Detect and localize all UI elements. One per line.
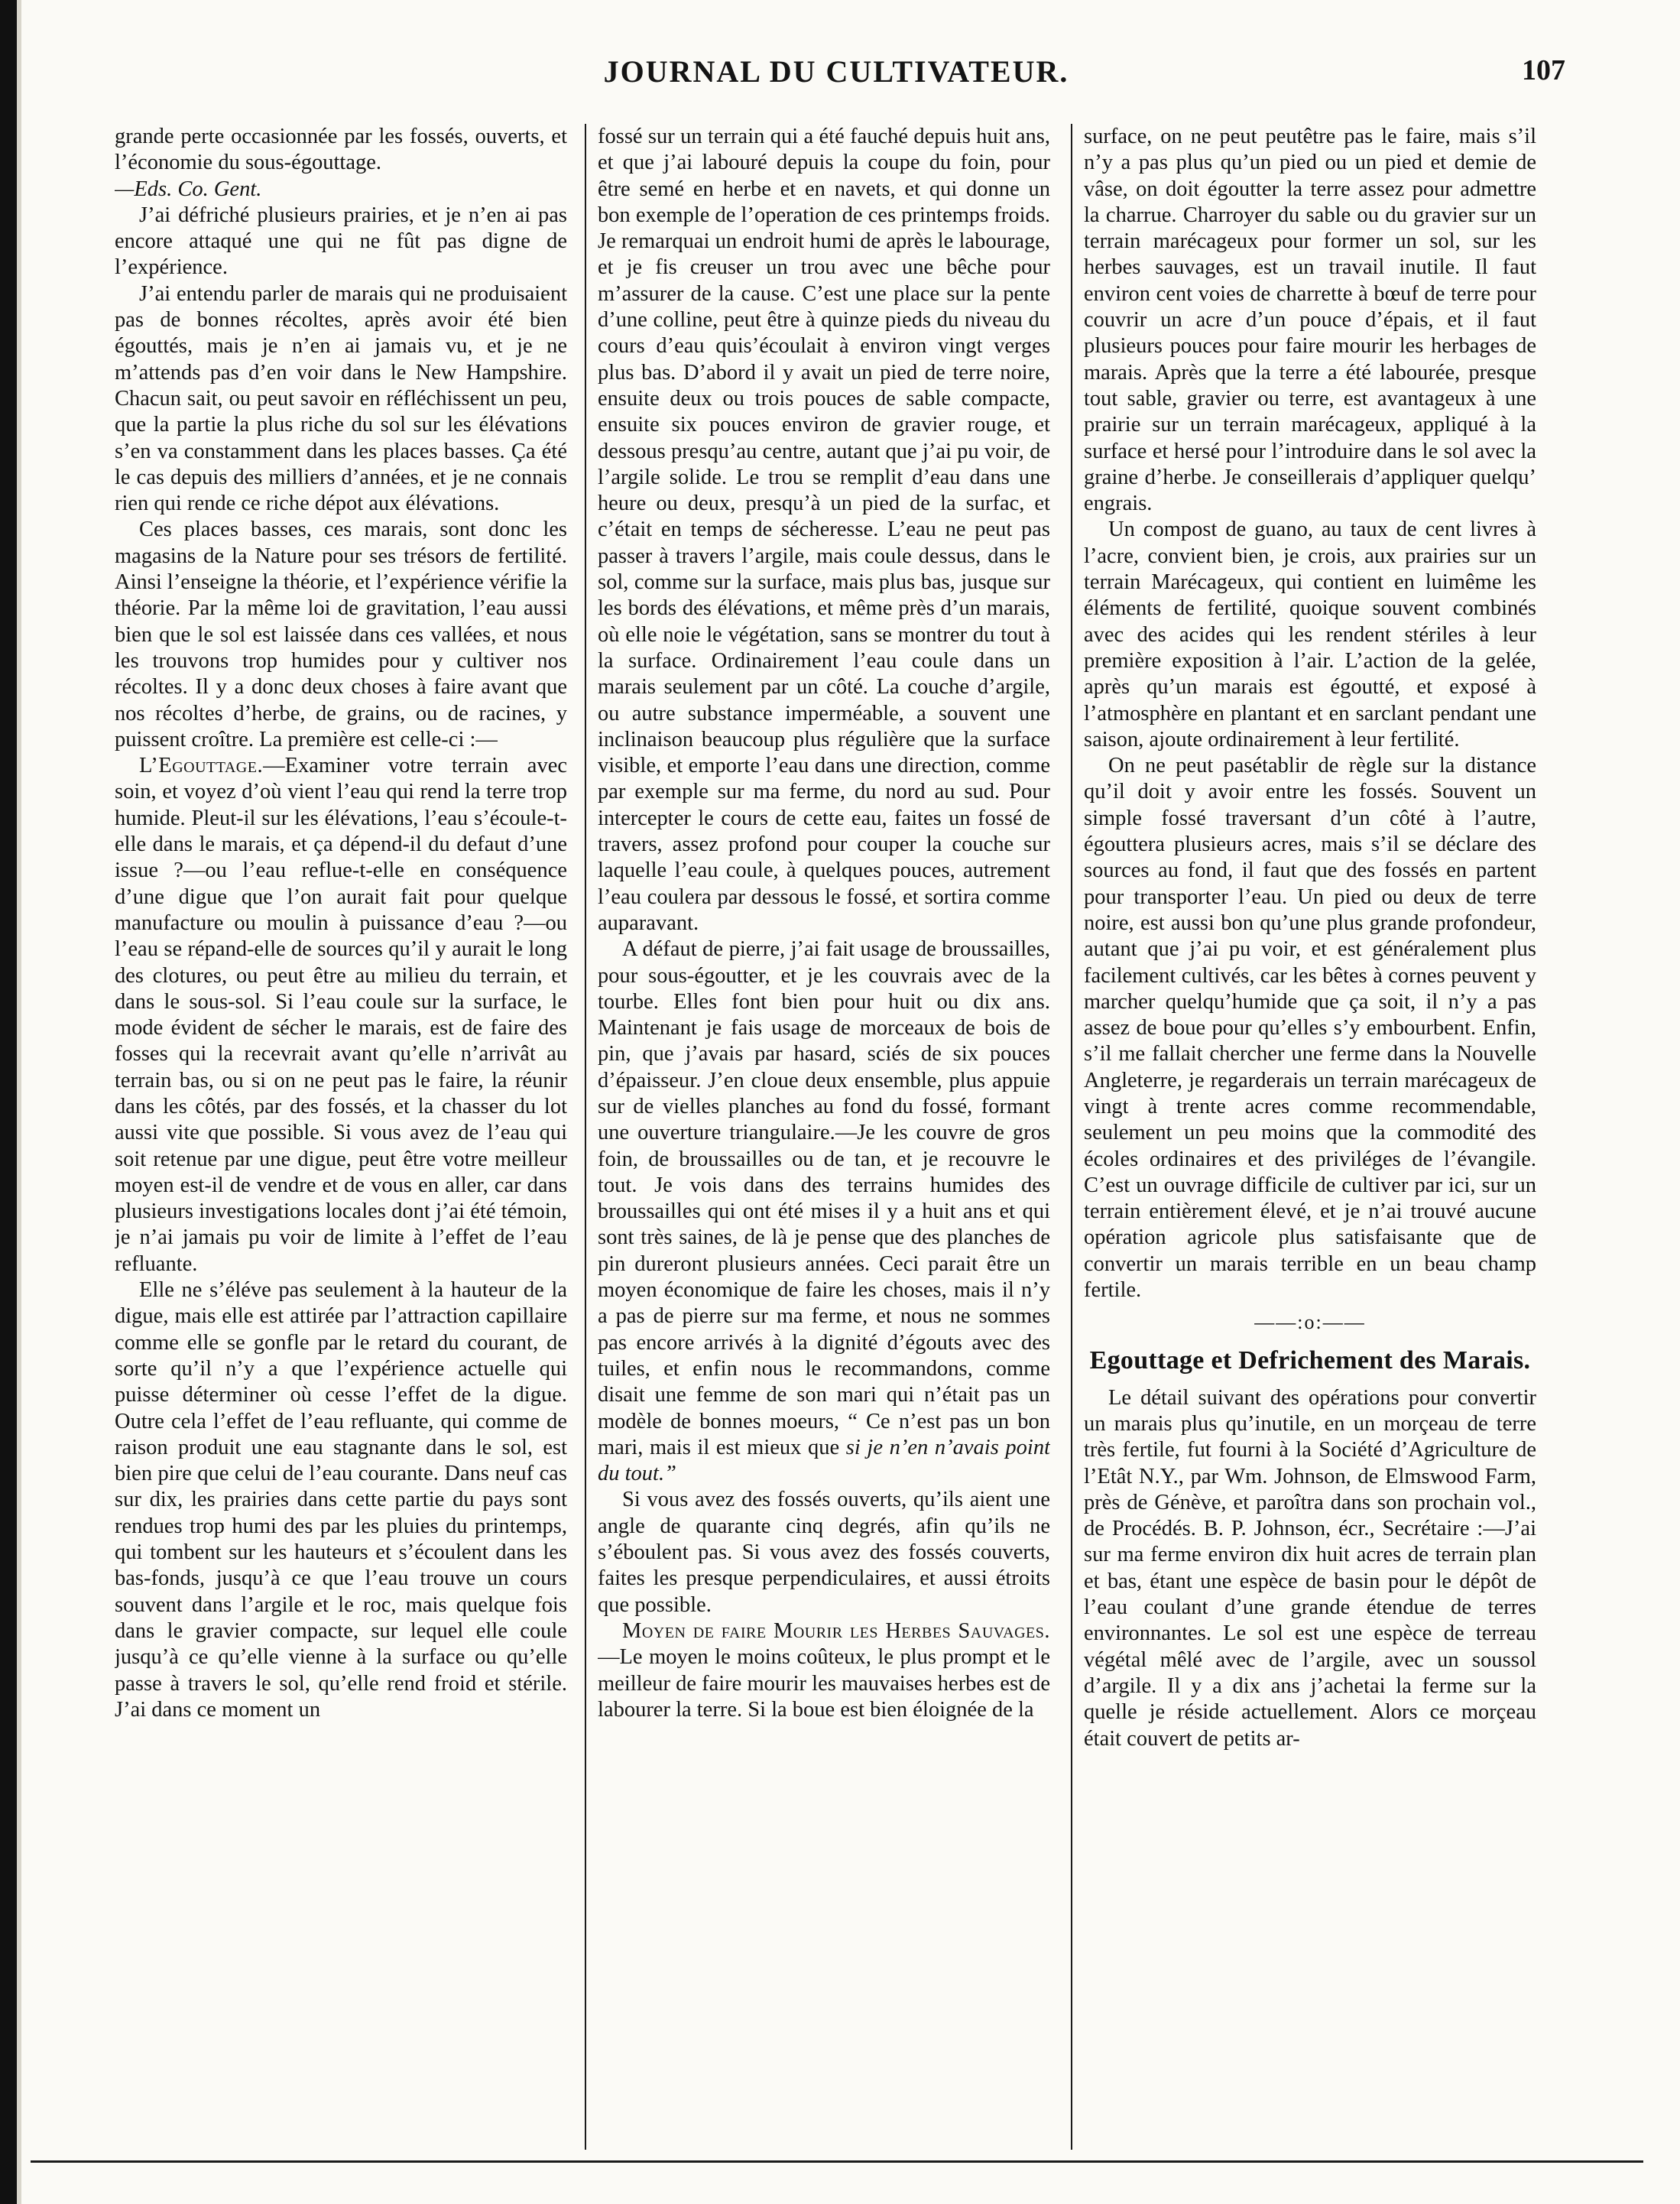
binding-edge xyxy=(0,0,17,2204)
section-divider: ——:o:—— xyxy=(1254,1311,1366,1334)
column-rule-2 xyxy=(1071,124,1072,2150)
text-column-3 xyxy=(1084,124,1536,2142)
paragraph xyxy=(115,753,567,1277)
paragraph: surface, on ne peut peutêtre pas le faire, mais s’il n’y a pas plus qu’un pied ou un pied et demie de vâse, on doit égoutter la terre assez pour admettre la charrue. Charroyer du sable ou du gravier sur un terrain marécageux pour former un sol, sur les herbes sauvages, est un travail inutile. Il faut environ cent voies de charrette à bœuf de terre pour couvrir un acre d’un pouce d’épais, et il faut plusieurs pouces pour faire mourir les herbages de marais. Après que la terre a été labourée, presque tout sable, gravier ou terre, est avantageux à une prairie sur un terrain marécageux, appliqué à la surface et hersé pour l’introduire dans le sol avec la graine d’herbe. Je conseillerais d’appliquer quelqu’ engrais. xyxy=(1084,125,1536,516)
paragraph: fossé sur un terrain qui a été fauché depuis huit ans, et que j’ai labouré depuis la coupe du foin, pour être semé en herbe et en navets, et qui donne un bon exemple de l’operation de ces printemps froids. Je remarquai un endroit humi de après le labourage, et je fis creuser un trou avec une bêche pour m’assurer de la cause. C’est une place sur la pente d’une colline, peut être à quinze pieds du niveau du cours d’eau quis’écoulait à environ vingt verges plus bas. D’abord il y avait un pied de terre noire, ensuite deux ou trois pouces de sable compacte, ensuite six pouces environ de gravier rouge, et dessous presqu’au centre, autant que j’ai pu voir, de l’argile solide. Le trou se remplit d’eau dans une heure ou deux, presqu’à un pied de la surfac, et c’était en temps de sécheresse. L’eau ne peut pas passer à travers l’argile, mais coule dessus, dans le sol, comme sur la surface, mais plus bas, jusque sur les bords des élévations, et même près d’un marais, où elle noie le végétation, sans se montrer du tout à la surface. Ordinairement l’eau coule dans un marais seulement par un côté. La couche d’argile, ou autre substance imperméable, a souvent une inclinaison beaucoup plus régulière que la surface visible, et emporte l’eau dans une direction, comme par exemple sur ma ferme, du nord au sud. Pour intercepter le cours de cette eau, faites un fossé de travers, assez profond pour couper la couche sur laquelle l’eau coule, à quelques pouces, autrement l’eau coulera par dessous le fossé, et sortira comme auparavant. xyxy=(598,125,1050,935)
signature: —Eds. Co. Gent. xyxy=(115,177,262,201)
paragraph-text: —Examiner votre terrain avec soin, et voyez d’où vient l’eau qui rend la terre trop humide. Pleut-il sur les élévations, l’eau s’écoule-t-elle dans le marais, et ça dépend-il du defaut d’une issue ?—ou l’eau reflue-t-elle en conséquence d’une digue que l’on aurait fait pour quelque manufacture ou moulin à puissance d’eau ?—ou l’eau se répand-elle de sources qu’il y aurait le long des clotures, ou peut être au milieu du terrain, et dans le sous-sol. Si l’eau coule sur la surface, le mode évident de sécher le marais, est de faire des fosses qui la recevrait avant qu’elle n’arrivât au terrain bas, ou si on ne peut pas le faire, la réunir dans les côtés, par des fossés, et la chasser du lot aussi vite que possible. Si vous avez de l’eau qui soit retenue par une digue, peut être votre meilleur moyen est-il de vendre et de vous en aller, car dans plusieurs investigations locales dont j’ai été témoin, je n’ai jamais pu voir de limite à l’effet de l’eau refluante. xyxy=(115,754,567,1276)
run-in-heading: Moyen de faire Mourir les Herbes Sauvages. xyxy=(622,1618,1050,1643)
paragraph: Ces places basses, ces marais, sont donc les magasins de la Nature pour ses trésors de fertilité. Ainsi l’enseigne la théorie, et l’expérience vérifie la théorie. Par la même loi de gravitation, l’eau aussi bien que le sol est laissée dans ces vallées, et nous les trouvons trop humides pour y cultiver nos récoltes. Il y a donc deux choses à faire avant que nos récoltes d’herbe, de grains, ou de racines, y puissent croître. La première est celle-ci :— xyxy=(115,518,567,751)
page-header xyxy=(107,54,1565,99)
paragraph-text: grande perte occasionnée par les fossés, ouverts, et l’économie du sous-égouttage. xyxy=(115,125,567,175)
paragraph: Un compost de guano, au taux de cent livres à l’acre, convient bien, je crois, aux prairies sur un terrain Marécageux, qui contient en luimême les éléments de fertilité, quoique souvent combinés avec des acides qui les rendent stériles à leur première exposition à l’air. L’action de la gelée, après qu’un marais est égoutté, et exposé à l’atmosphère en plantant et en sarclant pendant une saison, ajoute ordinairement à leur fertilité. xyxy=(1084,518,1536,751)
section-title: Egouttage et Defrichement des Marais. xyxy=(1089,1345,1531,1375)
paragraph: On ne peut pasétablir de règle sur la distance qu’il doit y avoir entre les fossés. Souvent un simple fossé traversant d’un côté à l’autre, égouttera plusieurs acres, mais s’il se déclare des sources au fond, il faut que des fossés en partent pour transporter l’eau. Un pied ou deux de terre noire, est aussi bon qu’une plus grande profondeur, autant que j’ai pu voir, et est généralement plus facilement cultivés, car les bêtes à cornes peuvent y marcher quelqu’humide que ça soit, il n’y a pas assez de boue pour qu’elles s’y embourbent. Enfin, s’il me fallait chercher une ferme dans la Nouvelle Angleterre, je regarderais un terrain marécageux de vingt à trente acres comme recommendable, seulement un peu moins que la commodité des écoles ordinaires et des priviléges de l’évangile. C’est un ouvrage difficile de cultiver par ici, sur un terrain entièrement élevé, et je n’ai trouvé aucune opération agricole plus satisfaisante que de convertir un marais terrible en un beau champ fertile. xyxy=(1084,754,1536,1303)
run-in-heading: L’Egouttage. xyxy=(139,754,264,778)
footer-rule xyxy=(31,2160,1643,2163)
text-column-2 xyxy=(598,124,1050,2142)
text-column-1 xyxy=(115,124,567,2142)
paragraph-text: —Le moyen le moins coûteux, le plus prompt et le meilleur de faire mourir les mauvaises herbes est de labourer la terre. Si la boue est bien éloignée de la xyxy=(598,1645,1050,1722)
column-rule-1 xyxy=(585,124,586,2150)
paragraph xyxy=(115,124,567,203)
paragraph: J’ai entendu parler de marais qui ne produisaient pas de bonnes récoltes, après avoir été bien égouttés, mais je n’en ai jamais vu, et je ne m’attends pas d’en voir dans le New Hampshire. Chacun sait, ou peut savoir en réfléchissent un peu, que la partie la plus riche du sol sur les élévations s’en va constamment dans les places basses. Ça été le cas depuis des milliers d’années, et je ne connais rien qui rende ce riche dépot aux élévations. xyxy=(115,281,567,516)
paragraph xyxy=(598,936,1050,1487)
paragraph: Le détail suivant des opérations pour convertir un marais plus qu’inutile, en un morçeau de terre très fertile, fut fourni à la Société d’Agriculture de l’Etât N.Y., par Wm. Johnson, de Elmswood Farm, près de Génève, et paroîtra dans son prochain vol., de Procédés. B. P. Johnson, écr., Secrétaire :—J’ai sur ma ferme environ dix huit acres de terrain plan et bas, étant une espèce de basin pour le dépôt de l’eau coulant d’une grande étendue de terres environnantes. Le sol est une espèce de terreau végétal mêlé avec de l’argile, avec un soussol d’argile. Il y a dix ans j’achetai la ferme sur la quelle je réside actuellement. Alors ce morçeau était couvert de petits ar- xyxy=(1084,1385,1536,1751)
journal-title: JOURNAL DU CULTIVATEUR. xyxy=(603,54,1069,89)
page-number: 107 xyxy=(1522,54,1565,86)
paragraph-text: A défaut de pierre, j’ai fait usage de broussailles, pour sous-égoutter, et je les couvrais avec de la tourbe. Elles font bien pour huit ou dix ans. Maintenant je fais usage de morceaux de bois de pin, que j’avais par hasard, sciés de six pouces d’épaisseur. J’en cloue deux ensemble, plus appuie sur de vielles planches au fond du fossé, formant une ouverture triangulaire.—Je les couvre de gros foin, de broussailles ou de tan, et je recouvre le tout. Je vois dans des terrains humides des broussailles qui ont été mises il y a huit ans et qui sont très saines, de là je pense que des planches de pin dureront plusieurs années. Ceci parait être un moyen économique de faire les choses, mais il n’y a pas de pierre sur ma ferme, et nous ne sommes pas encore arrivés à la dignité d’égouts avec des tuiles, et enfin nous le recommandons, comme disait une femme de son mari qui n’était pas un modèle de bonnes moeurs, “ Ce n’est pas un bon mari, mais il est mieux que xyxy=(598,937,1050,1459)
paragraph xyxy=(598,1618,1050,1723)
paragraph: Elle ne s’éléve pas seulement à la hauteur de la digue, mais elle est attirée par l’attraction capillaire comme elle se gonfle par le retard du courant, de sorte qu’il n’y a que l’expérience actuelle qui puisse déterminer où cesse l’effet de la digue. Outre cela l’effet de l’eau refluante, qui comme de raison produit une eau stagnante dans le sol, est bien pire que celui de l’eau courante. Dans neuf cas sur dix, les prairies dans cette partie du pays sont rendues trop humi des par les pluies du printemps, qui tombent sur les hauteurs et s’écoulent dans les bas-fonds, jusqu’à ce que l’eau trouve un cours souvent dans l’argile et le roc, mais quelque fois dans le gravier compacte, sur lequel elle coule jusqu’à ce qu’elle vienne à la surface ou qu’elle passe à travers le sol, qu’elle rend froid et stérile. J’ai dans ce moment un xyxy=(115,1278,567,1722)
binding-shadow xyxy=(17,0,21,2204)
paragraph: Si vous avez des fossés ouverts, qu’ils aient une angle de quarante cinq degrés, afin qu’ils ne s’éboulent pas. Si vous avez des fossés couverts, faites les presque perpendiculaires, et aussi étroits que possible. xyxy=(598,1488,1050,1617)
paragraph: J’ai défriché plusieurs prairies, et je n’en ai pas encore attaqué une qui ne fût pas digne de l’expérience. xyxy=(115,203,567,280)
quote-italic: si je n’en n’avais point du tout.” xyxy=(598,1435,1050,1486)
